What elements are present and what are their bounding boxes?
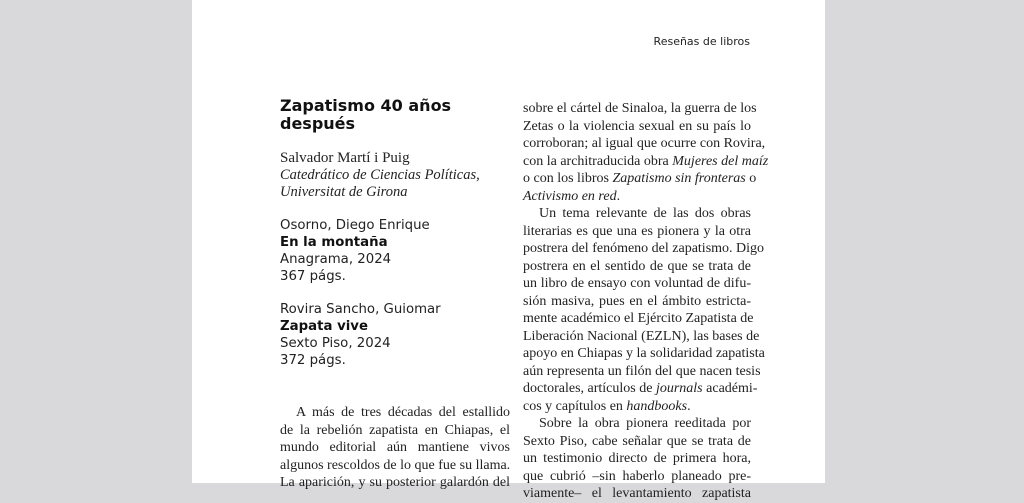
italic-term: journals (655, 381, 703, 396)
text-line: aún representa un filón del que nacen tesis (523, 363, 761, 379)
running-header: Reseñas de libros (653, 35, 750, 48)
document-page (192, 0, 825, 501)
text-line: La aparición, y su posterior galardón del (280, 475, 510, 490)
book-author: Rovira Sancho, Guiomar (280, 302, 441, 317)
book-pages: 367 págs. (280, 269, 346, 284)
book-pages: 372 págs. (280, 353, 346, 368)
text-line (523, 188, 751, 206)
text-line: algunos rescoldos de lo que fue su llama. (280, 457, 511, 473)
reviewer-affiliation (280, 167, 510, 201)
text-line: que cubrió –sin haberlo planeado pre- (523, 468, 751, 484)
italic-book-title: Zapatismo sin fronteras (612, 171, 746, 186)
text-run: . (616, 188, 621, 204)
text-line: corroboran; al igual que ocurre con Rovira, (523, 136, 766, 151)
text-run: . (687, 398, 691, 414)
text-run: o con los libros (523, 171, 613, 186)
body-paragraph-1 (523, 100, 769, 205)
text-line: Un tema relevante de las dos obras (539, 206, 751, 221)
book-title: Zapata vive (280, 319, 368, 334)
book-entry-1 (280, 217, 510, 285)
text-run: académi- (702, 381, 758, 396)
body-text-left (280, 404, 510, 492)
reviewer-name: Salvador Martí i Puig (280, 150, 410, 166)
italic-book-title: Mujeres del maíz (672, 153, 769, 169)
italic-term: handbooks (626, 398, 688, 414)
text-line: A más de tres décadas del estallido (296, 405, 510, 420)
body-text-right (523, 100, 769, 503)
text-line: literarias es que una es pionera y la otra (523, 223, 751, 239)
book-entry-2 (280, 301, 510, 369)
book-author: Osorno, Diego Enrique (280, 218, 430, 233)
text-run: doctorales, artículos de (523, 381, 656, 396)
text-line (523, 380, 758, 398)
text-line: Zetas o la violencia sexual en su país lo (523, 118, 751, 134)
text-line (523, 170, 757, 188)
italic-book-title: Activismo en red (523, 188, 617, 204)
text-line: Sexto Piso, cabe señalar que se trata de (523, 433, 751, 449)
text-run: cos y capítulos en (523, 398, 627, 414)
review-title-line-1: Zapatismo 40 años (280, 96, 452, 115)
body-paragraph (280, 404, 510, 492)
review-title-line-2: después (280, 114, 356, 133)
review-title (280, 97, 510, 133)
text-line: de la rebelión zapatista en Chiapas, el (280, 422, 510, 438)
review-header-column (280, 97, 510, 369)
affiliation-line-1: Catedrático de Ciencias Políticas, (280, 167, 480, 183)
text-line: mundo editorial aún mantiene vivos (280, 440, 510, 455)
text-line: Sobre la obra pionera reeditada por (539, 416, 751, 431)
text-line (523, 398, 751, 416)
body-paragraph-3 (523, 415, 751, 503)
text-line: postrera del fenómeno del zapatismo. Digo (523, 241, 765, 256)
body-paragraph-2 (523, 205, 765, 415)
text-run: o (745, 171, 757, 186)
text-line: Liberación Nacional (EZLN), las bases de (523, 328, 760, 344)
text-line: postrera en el sentido de que se trata de (523, 258, 751, 274)
text-line: un testimonio directo de primera hora, (523, 451, 751, 466)
text-line: sobre el cártel de Sinaloa, la guerra de los (523, 101, 757, 116)
book-publisher: Anagrama, 2024 (280, 252, 392, 267)
text-line: mente académico el Ejército Zapatista de (523, 311, 754, 326)
text-line: apoyo en Chiapas y la solidaridad zapatista (523, 346, 765, 361)
text-line (523, 153, 769, 171)
text-line: viamente– el levantamiento zapatista (523, 486, 751, 501)
text-line: un libro de ensayo con voluntad de difu- (523, 276, 751, 291)
book-title: En la montaña (280, 235, 388, 250)
text-run: con la architraducida obra (523, 153, 673, 169)
affiliation-line-2: Universitat de Girona (280, 184, 408, 200)
book-publisher: Sexto Piso, 2024 (280, 336, 391, 351)
text-line: sión masiva, pues en el ámbito estricta- (523, 293, 751, 309)
